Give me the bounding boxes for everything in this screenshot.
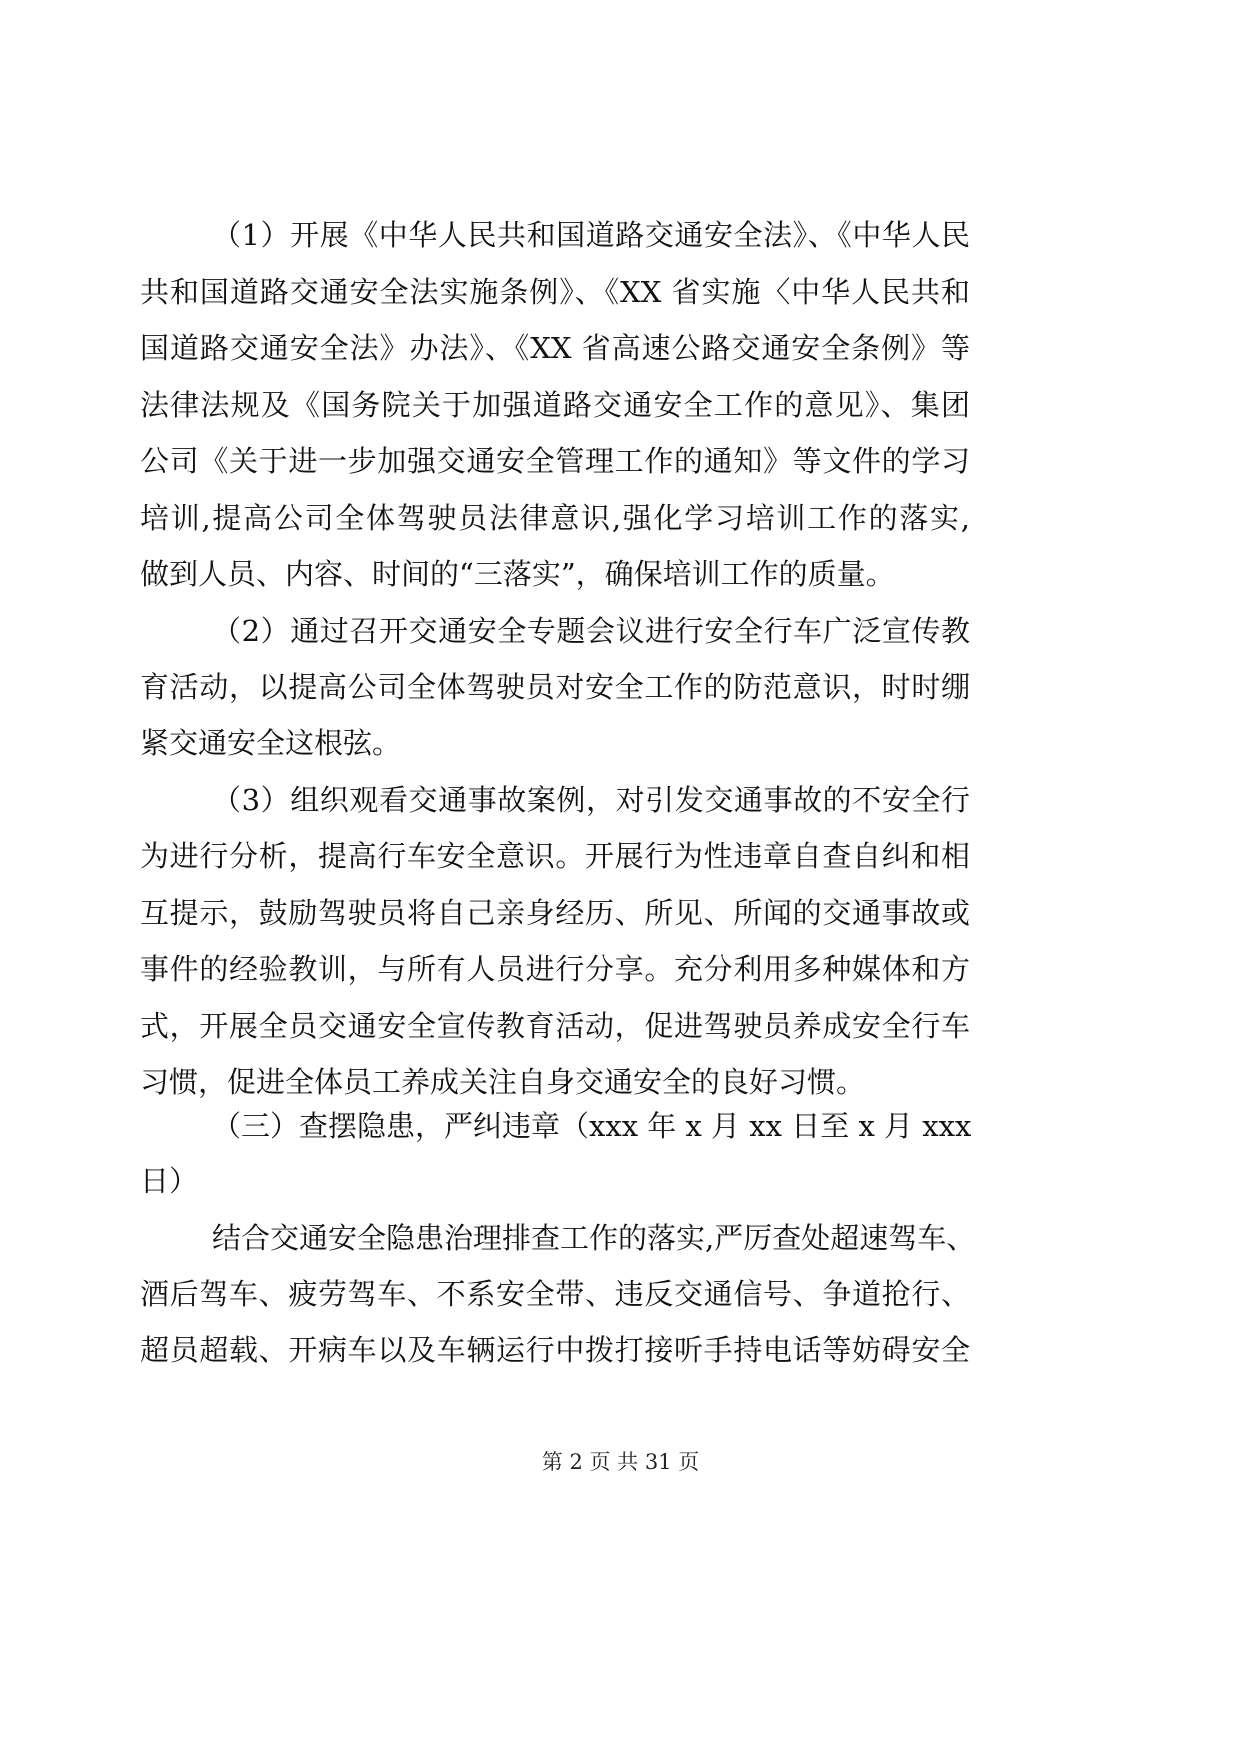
paragraph-1-line: 做到人员、内容、时间的“三落实”，确保培训工作的质量。 [140,557,895,591]
paragraph-3-line: 为进行分析，提高行车安全意识。开展行为性违章自查自纠和相 [140,839,970,873]
page-footer: 第 2 页 共 31 页 [541,1450,700,1474]
paragraph-1-line: 培训,提高公司全体驾驶员法律意识,强化学习培训工作的落实, [140,501,970,535]
paragraph-3-line: 事件的经验教训，与所有人员进行分享。充分利用多种媒体和方 [140,952,970,986]
paragraph-4-line: 结合交通安全隐患治理排查工作的落实,严厉查处超速驾车、 [212,1221,976,1255]
paragraph-3-line: 式，开展全员交通安全宣传教育活动，促进驾驶员养成安全行车 [140,1009,970,1043]
paragraph-3-line: 习惯，促进全体员工养成关注自身交通安全的良好习惯。 [140,1065,866,1099]
paragraph-3-line: （3）组织观看交通事故案例，对引发交通事故的不安全行 [212,783,970,817]
paragraph-2-line: 紧交通安全这根弦。 [140,726,402,760]
paragraph-1-line: 公司《关于进一步加强交通安全管理工作的通知》等文件的学习 [140,444,970,478]
paragraph-4-line: 酒后驾车、疲劳驾车、不系安全带、违反交通信号、争道抢行、 [140,1277,970,1311]
paragraph-2-line: 育活动，以提高公司全体驾驶员对安全工作的防范意识，时时绷 [140,670,970,704]
paragraph-2-line: （2）通过召开交通安全专题会议进行安全行车广泛宣传教 [212,614,970,648]
paragraph-3-line: 互提示，鼓励驾驶员将自己亲身经历、所见、所闻的交通事故或 [140,896,970,930]
paragraph-1-line: （1）开展《中华人民共和国道路交通安全法》、《中华人民 [212,218,970,252]
paragraph-1-line: 共和国道路交通安全法实施条例》、《XX 省实施〈中华人民共和 [140,275,970,309]
paragraph-1-line: 法律法规及《国务院关于加强道路交通安全工作的意见》、集团 [140,388,970,422]
paragraph-4-line: 超员超载、开病车以及车辆运行中拨打接听手持电话等妨碍安全 [140,1333,970,1367]
section-heading-line: （三）查摆隐患，严纠违章（xxx 年 x 月 xx 日至 x 月 xxx [212,1109,972,1143]
section-heading-line: 日） [140,1164,199,1198]
paragraph-1-line: 国道路交通安全法》办法》、《XX 省高速公路交通安全条例》等 [140,331,970,365]
